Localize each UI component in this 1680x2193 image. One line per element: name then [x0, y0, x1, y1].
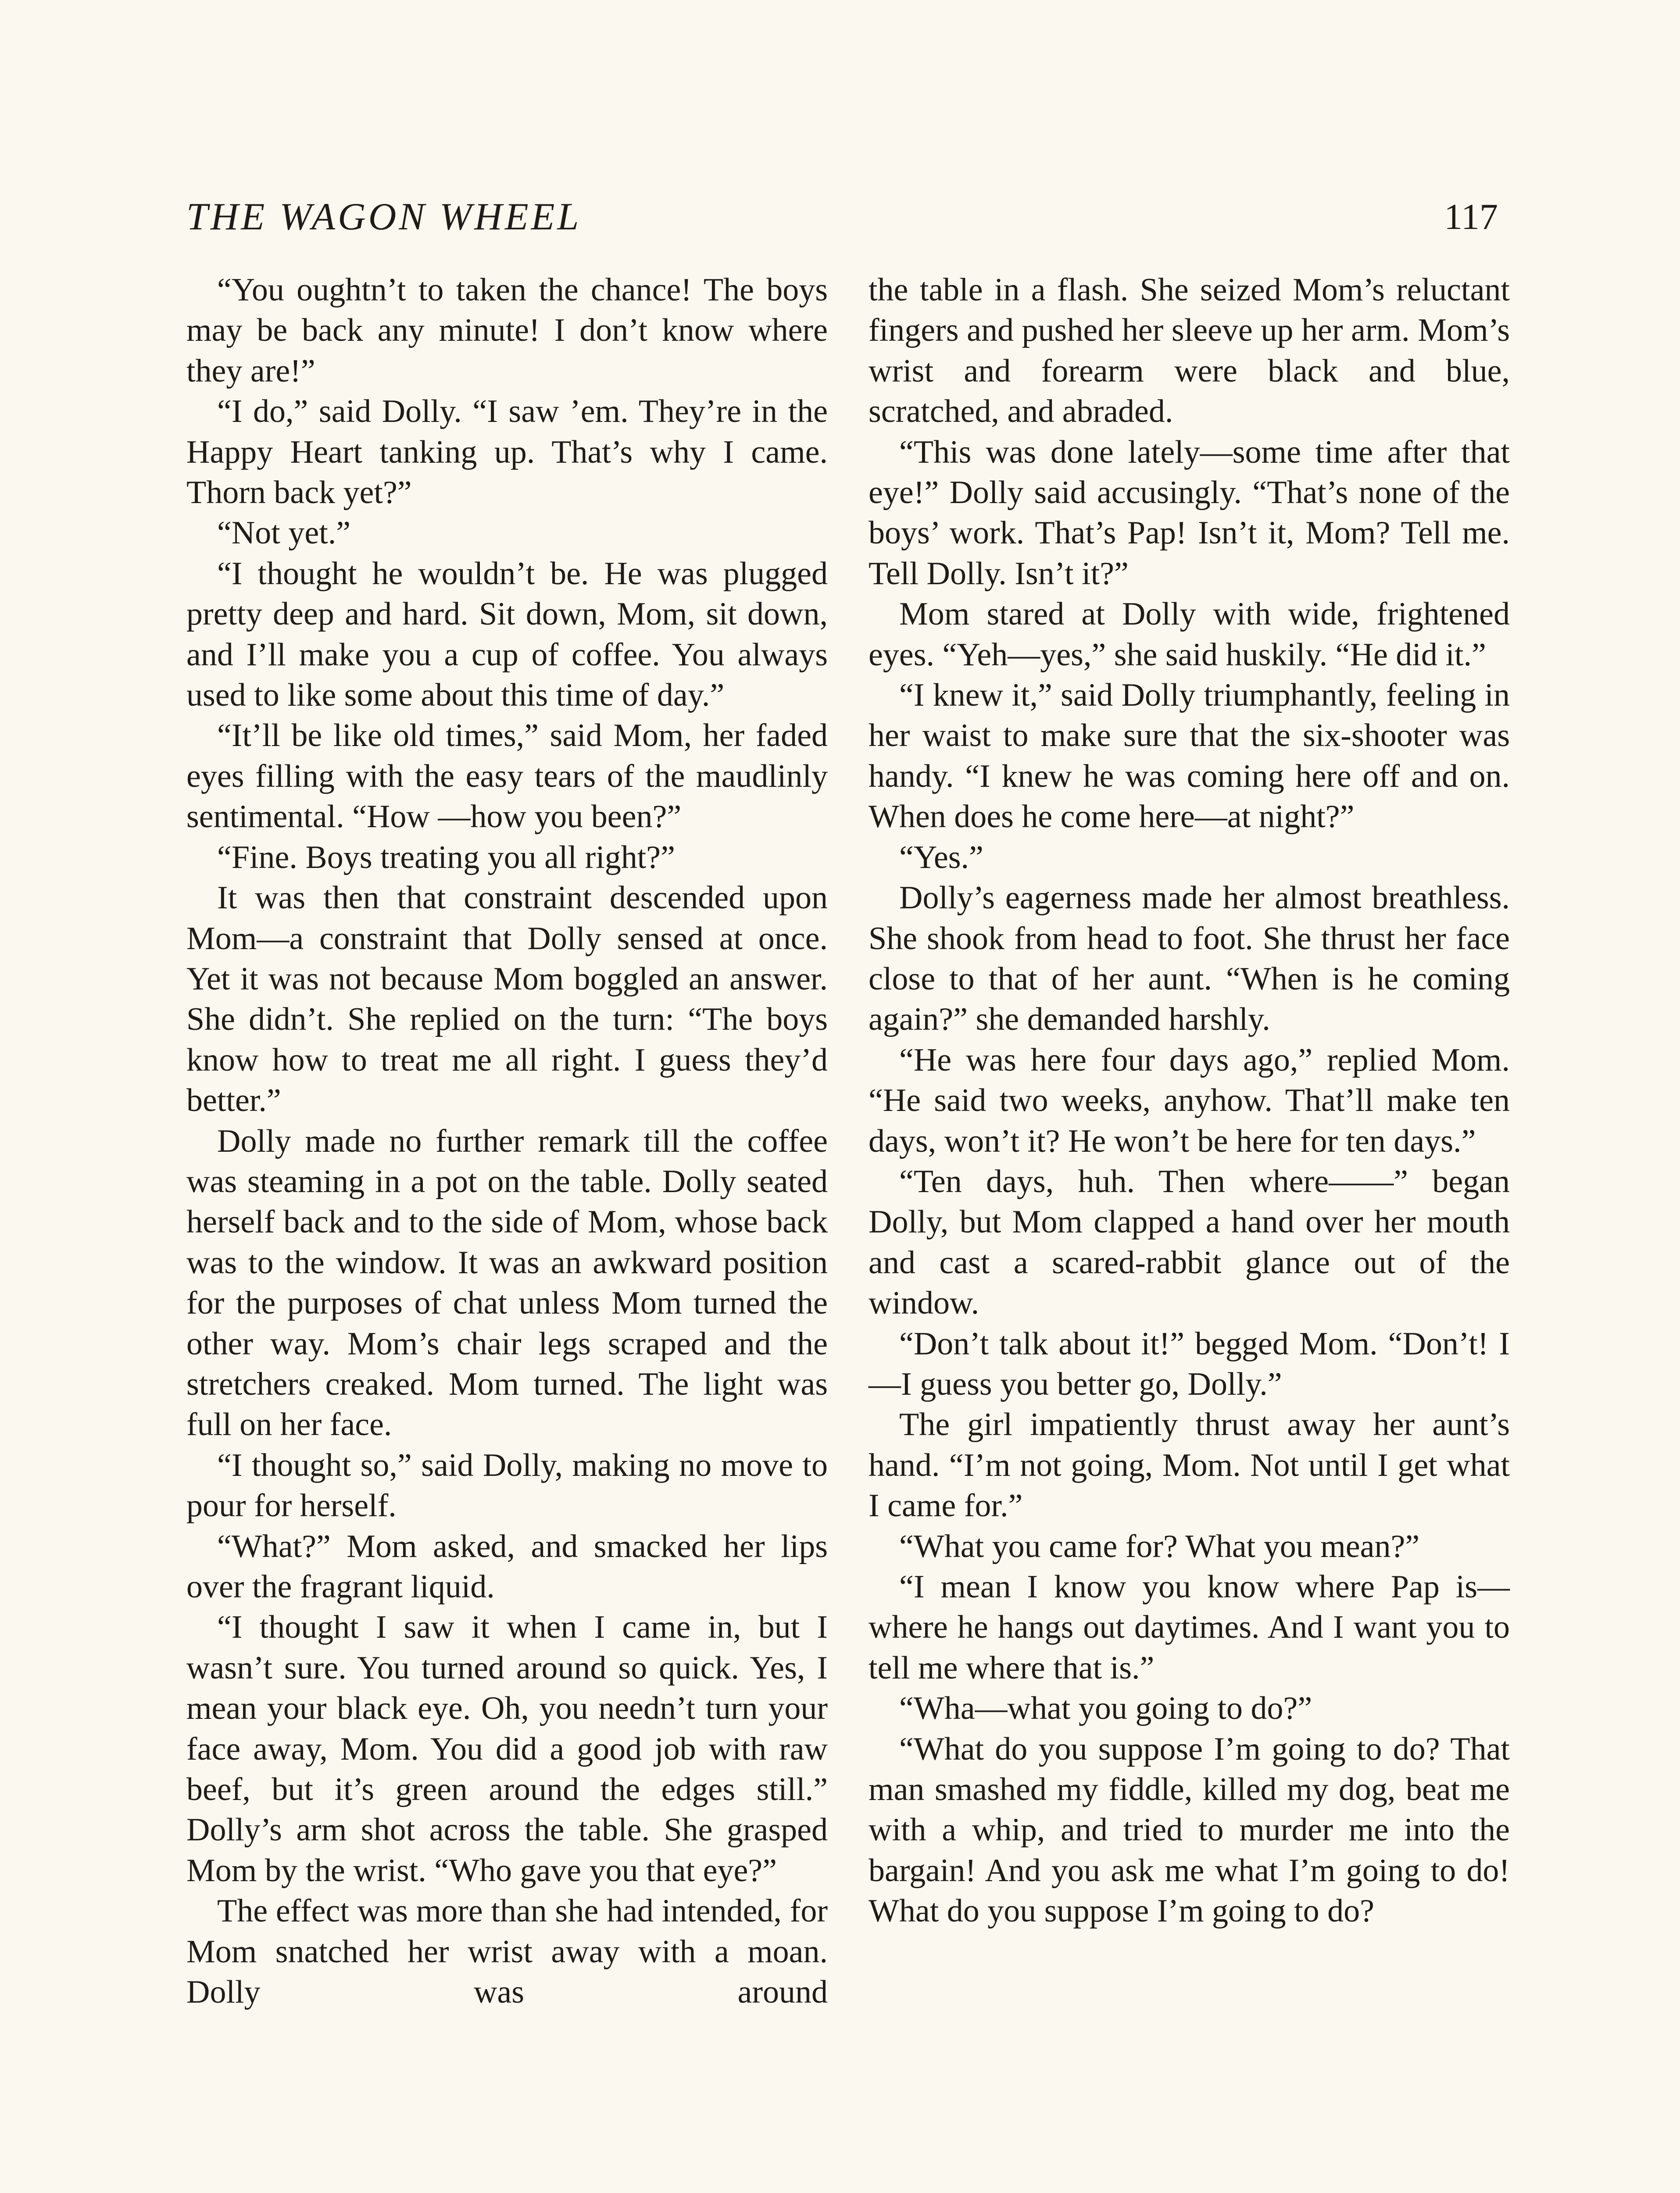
- paragraph: The girl impatiently thrust away her aunt’s hand. “I’m not going, Mom. Not until I get what I came for.”: [869, 1407, 1510, 1524]
- text-column-right: [869, 270, 1510, 1932]
- paragraph: Dolly’s eagerness made her almost breathless. She shook from head to foot. She thrust her face close to that of her aunt. “When is he coming again?” she demanded harshly.: [869, 880, 1510, 1038]
- paragraph: “What?” Mom asked, and smacked her lips over the fragrant liquid.: [186, 1528, 828, 1605]
- paragraph: The effect was more than she had intended, for Mom snatched her wrist away with a moan. Dolly was around: [186, 1893, 828, 2011]
- paragraph: “Yes.”: [899, 839, 983, 875]
- paragraph: “What you came for? What you mean?”: [899, 1528, 1420, 1564]
- text-column-left: [186, 270, 828, 2012]
- paragraph: “I do,” said Dolly. “I saw ’em. They’re in the Happy Heart tanking up. That’s why I came. Thorn back yet?”: [186, 393, 828, 511]
- page-number: 117: [1444, 196, 1498, 237]
- paragraph: Mom stared at Dolly with wide, frightened eyes. “Yeh—yes,” she said huskily. “He did it.”: [869, 596, 1510, 673]
- paragraph: “I thought I saw it when I came in, but I wasn’t sure. You turned around so quick. Yes, I mean your black eye. Oh, you needn’t turn your face away, Mom. You did a good job with raw beef, but it’s green around the edges still.” Dolly’s arm shot across the table. She grasped Mom by the wrist. “Who gave you that eye?”: [186, 1609, 828, 1889]
- paragraph: “I mean I know you know where Pap is—where he hangs out daytimes. And I want you to tell me where that is.”: [869, 1569, 1510, 1686]
- paragraph: “This was done lately—some time after that eye!” Dolly said accusingly. “That’s none of the boys’ work. That’s Pap! Isn’t it, Mom? Tell me. Tell Dolly. Isn’t it?”: [869, 434, 1510, 592]
- paragraph: It was then that constraint descended upon Mom—a constraint that Dolly sensed at once. Yet it was not because Mom boggled an answer. She didn’t. She replied on the turn: “The boys know how to treat me all right. I guess they’d better.”: [186, 880, 828, 1119]
- paragraph: “Don’t talk about it!” begged Mom. “Don’t! I—I guess you better go, Dolly.”: [869, 1325, 1510, 1402]
- paragraph: “What do you suppose I’m going to do? That man smashed my fiddle, killed my dog, beat me with a whip, and tried to murder me into the bargain! And you ask me what I’m going to do! What do you suppose I’m going to do?: [869, 1731, 1510, 1929]
- page-header: [186, 189, 1498, 254]
- paragraph: “I thought he wouldn’t be. He was plugged pretty deep and hard. Sit down, Mom, sit down, and I’ll make you a cup of coffee. You always used to like some about this time of day.”: [186, 555, 828, 714]
- paragraph: “He was here four days ago,” replied Mom. “He said two weeks, anyhow. That’ll make ten days, won’t it? He won’t be here for ten days.”: [869, 1042, 1510, 1159]
- paragraph: “Not yet.”: [217, 515, 351, 551]
- paragraph: “Wha—what you going to do?”: [899, 1690, 1312, 1727]
- paragraph: “Fine. Boys treating you all right?”: [217, 839, 675, 875]
- paragraph: “You oughtn’t to taken the chance! The boys may be back any minute! I don’t know where they are!”: [186, 272, 828, 389]
- paragraph: “It’ll be like old times,” said Mom, her faded eyes filling with the easy tears of the maudlinly sentimental. “How —how you been?”: [186, 718, 828, 835]
- paragraph: “Ten days, huh. Then where——” began Dolly, but Mom clapped a hand over her mouth and cast a scared-rabbit glance out of the window.: [869, 1163, 1510, 1322]
- paragraph: Dolly made no further remark till the coffee was steaming in a pot on the table. Dolly seated herself back and to the side of Mom, whose back was to the window. It was an awkward position for the purposes of chat unless Mom turned the other way. Mom’s chair legs scraped and the stretchers creaked. Mom turned. The light was full on her face.: [186, 1123, 828, 1443]
- running-head: THE WAGON WHEEL: [186, 196, 582, 238]
- paragraph-continued: the table in a flash. She seized Mom’s reluctant fingers and pushed her sleeve up her arm. Mom’s wrist and forearm were black and blue, scratched, and abraded.: [869, 272, 1510, 430]
- paragraph: “I thought so,” said Dolly, making no move to pour for herself.: [186, 1447, 828, 1524]
- paragraph: “I knew it,” said Dolly triumphantly, feeling in her waist to make sure that the six-shooter was handy. “I knew he was coming here off and on. When does he come here—at night?”: [869, 677, 1510, 835]
